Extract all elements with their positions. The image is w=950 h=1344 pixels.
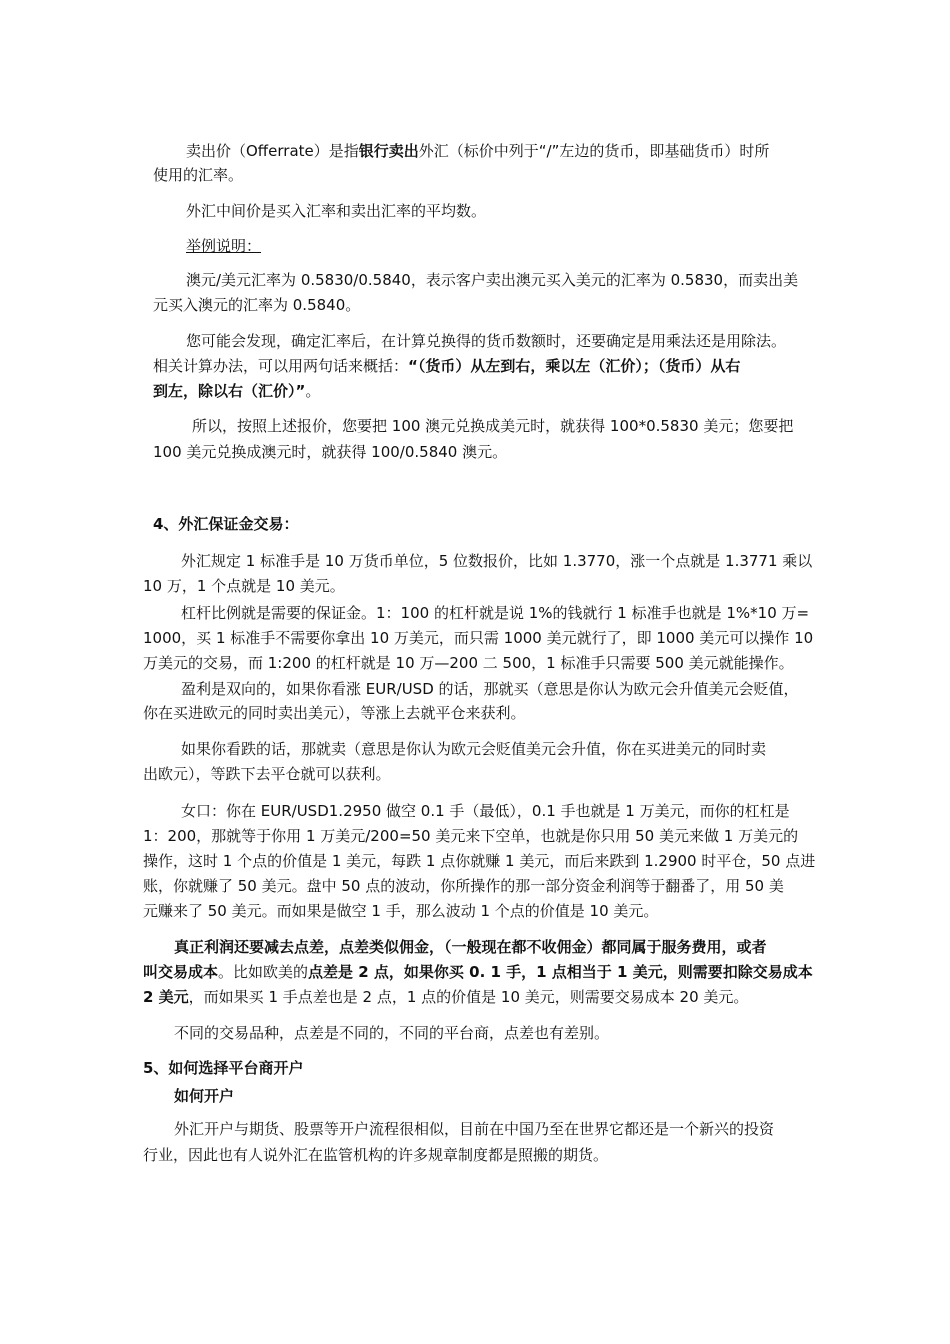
paragraph-calculation-rule-cont: 到左，除以右（汇价）”。	[153, 382, 321, 400]
paragraph-aud-usd: 澳元/美元汇率为 0.5830/0.5840，表示客户卖出澳元买入美元的汇率为 0.5830，而卖出美	[186, 271, 799, 289]
paragraph-middle-rate: 外汇中间价是买入汇率和卖出汇率的平均数。	[186, 202, 487, 220]
paragraph-account-opening: 外汇开户与期货、股票等开户流程很相似，目前在中国乃至在世界它都还是一个新兴的投资	[174, 1120, 775, 1138]
paragraph-profit-two-way-cont: 你在买进欧元的同时卖出美元），等涨上去就平仓来获利。	[143, 704, 526, 722]
paragraph-leverage-line2: 1000，买 1 标准手不需要你拿出 10 万美元，而只需 1000 美元就行了，即 1000 美元可以操作 10	[143, 629, 814, 647]
paragraph-offer-rate-cont: 使用的汇率。	[153, 166, 244, 184]
paragraph-example-result-cont: 100 美元兑换成澳元时，就获得 100/0.5840 澳元。	[153, 443, 508, 461]
paragraph-spread-line3: 2 美元，而如果买 1 手点差也是 2 点，1 点的价值是 10 美元，则需要交易成本 20 美元。	[143, 988, 749, 1006]
section-heading-choose-broker: 5、如何选择平台商开户	[143, 1059, 304, 1077]
paragraph-example-trade-line2: 1：200，那就等于你用 1 万美元/200=50 美元来下空单，也就是你只用 50 美元来做 1 万美元的	[143, 827, 799, 845]
paragraph-example-trade-line4: 账，你就赚了 50 美元。盘中 50 点的波动，你所操作的那一部分资金利润等于翻番了，用 50 美	[143, 877, 784, 895]
paragraph-short-selling: 如果你看跌的话，那就卖（意思是你认为欧元会贬值美元会升值，你在买进美元的同时卖	[181, 740, 767, 758]
paragraph-spread: 真正利润还要减去点差，点差类似佣金，（一般现在都不收佣金）都同属于服务费用，或者	[174, 938, 767, 956]
subheading-open-account: 如何开户	[174, 1087, 235, 1105]
paragraph-leverage: 杠杆比例就是需要的保证金。1：100 的杠杆就是说 1%的钱就行 1 标准手也就是 1%*10 万=	[181, 604, 810, 622]
paragraph-example-trade: 女口：你在 EUR/USD1.2950 做空 0.1 手（最低），0.1 手也就是 1 万美元，而你的杠杠是	[181, 802, 790, 820]
paragraph-spread-difference: 不同的交易品种，点差是不同的，不同的平台商，点差也有差别。	[174, 1024, 610, 1042]
paragraph-calculation: 您可能会发现，确定汇率后，在计算兑换得的货币数额时，还要确定是用乘法还是用除法。	[186, 332, 787, 350]
paragraph-calculation-rule: 相关计算办法，可以用两句话来概括：“（货币）从左到右，乘以左（汇价）；（货币）从右	[153, 357, 741, 375]
example-heading: 举例说明：	[186, 237, 262, 255]
section-heading-margin-trading: 4、外汇保证金交易：	[153, 515, 299, 533]
paragraph-leverage-line3: 万美元的交易，而 1:200 的杠杆就是 10 万—200 二 500，1 标准手只需要 500 美元就能操作。	[143, 654, 794, 672]
paragraph-example-result: 所以，按照上述报价，您要把 100 澳元兑换成美元时，就获得 100*0.5830 美元；您要把	[192, 417, 794, 435]
paragraph-account-opening-cont: 行业，因此也有人说外汇在监管机构的许多规章制度都是照搬的期货。	[143, 1146, 609, 1164]
paragraph-spread-line2: 叫交易成本。比如欧美的点差是 2 点，如果你买 0. 1 手，1 点相当于 1 美元，则需要扣除交易成本	[143, 963, 813, 981]
paragraph-offer-rate: 卖出价（Offerrate）是指银行卖出外汇（标价中列于“/”左边的货币，即基础货币）时所	[186, 142, 770, 160]
paragraph-example-trade-line3: 操作，这时 1 个点的价值是 1 美元，每跌 1 点你就赚 1 美元，而后来跌到 1.2900 时平仓，50 点进	[143, 852, 816, 870]
paragraph-aud-usd-cont: 元买入澳元的汇率为 0.5840。	[153, 296, 361, 314]
paragraph-example-trade-line5: 元赚来了 50 美元。而如果是做空 1 手，那么波动 1 个点的价值是 10 美元。	[143, 902, 659, 920]
paragraph-profit-two-way: 盈利是双向的，如果你看涨 EUR/USD 的话，那就买（意思是你认为欧元会升值美元会贬值，	[181, 680, 799, 698]
paragraph-standard-lot-cont: 10 万，1 个点就是 10 美元。	[143, 577, 345, 595]
paragraph-short-selling-cont: 出欧元），等跌下去平仓就可以获利。	[143, 765, 391, 783]
paragraph-standard-lot: 外汇规定 1 标准手是 10 万货币单位，5 位数报价，比如 1.3770，涨一个点就是 1.3771 乘以	[181, 552, 813, 570]
